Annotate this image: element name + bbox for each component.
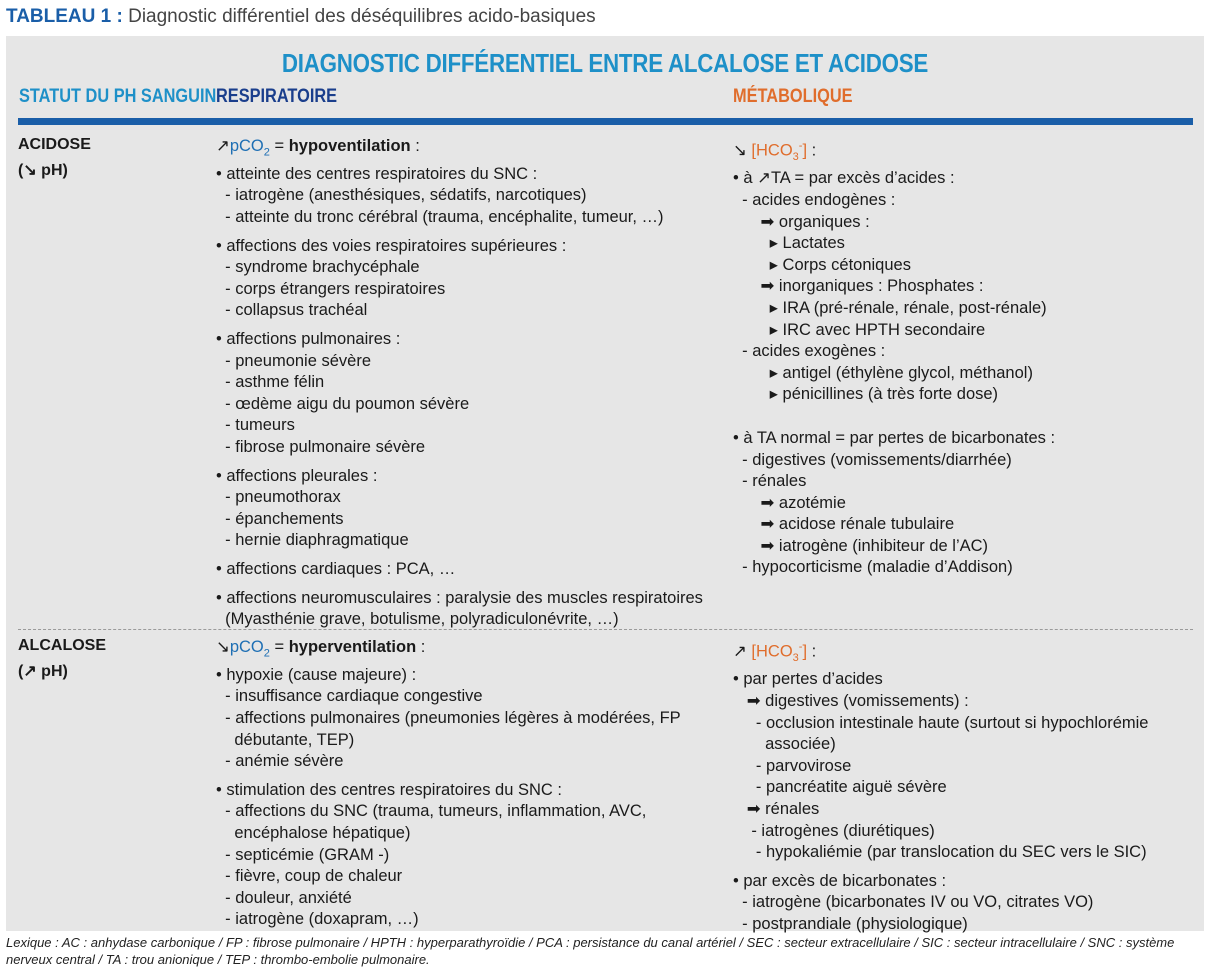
list-item: - syndrome brachycéphale: [216, 258, 420, 277]
list-item: ▸ antigel (éthylène glycol, méthanol): [733, 363, 1033, 382]
acidose-respiratory-cell: [216, 136, 703, 631]
status-acidose-label: ACIDOSE: [18, 136, 91, 153]
list-item: - affections du SNC (trauma, tumeurs, inflammation, AVC,: [216, 802, 647, 821]
equals-sign: =: [269, 638, 289, 656]
list-item: - atteinte du tronc cérébral (trauma, encéphalite, tumeur, …): [216, 208, 664, 227]
alcalose-meta-heading: [733, 637, 1148, 669]
list-item: - anémie sévère: [216, 752, 344, 771]
group-spacer: [216, 322, 703, 329]
list-item: ▸ pénicillines (à très forte dose): [733, 385, 999, 404]
list-item: - fièvre, coup de chaleur: [216, 867, 403, 886]
alcalose-respiratory-cell: [216, 637, 681, 931]
list-item: ➡ digestives (vomissements) :: [733, 691, 969, 710]
list-item: - pancréatite aiguë sévère: [733, 778, 947, 797]
table-panel: [6, 36, 1204, 931]
group-spacer: [216, 459, 703, 466]
hco3-subscript: 3: [792, 651, 799, 664]
acidose-resp-heading: [216, 136, 703, 164]
hco3-bracket: ]: [802, 642, 808, 661]
list-item: ➡ rénales: [733, 799, 820, 818]
group-spacer: [733, 864, 1148, 871]
up-arrow-icon: ↗: [216, 137, 230, 155]
pco2-subscript: 2: [263, 647, 270, 660]
list-item: - fibrose pulmonaire sévère: [216, 438, 426, 457]
group-spacer: [216, 552, 703, 559]
alcalose-metabolic-cell: [733, 637, 1148, 936]
list-item: • à ↗TA = par excès d’acides :: [733, 169, 955, 188]
list-item: ➡ inorganiques : Phosphates :: [733, 277, 984, 296]
list-item: • affections pulmonaires :: [216, 330, 401, 349]
list-item: - affections pulmonaires (pneumonies légères à modérées, FP: [216, 709, 681, 728]
table-title: DIAGNOSTIC DIFFÉRENTIEL ENTRE ALCALOSE ET ACIDOSE: [281, 48, 929, 78]
status-alcalose: [18, 633, 106, 685]
list-item: - collapsus trachéal: [216, 301, 368, 320]
list-item: • affections des voies respiratoires supérieures :: [216, 236, 567, 255]
list-item: • stimulation des centres respiratoires du SNC :: [216, 780, 563, 799]
list-item: - acides exogènes :: [733, 342, 886, 361]
acidose-metabolic-cell: [733, 136, 1055, 579]
header-metabolic: MÉTABOLIQUE: [733, 86, 853, 107]
equals-sign: =: [269, 137, 289, 155]
list-item: - œdème aigu du poumon sévère: [216, 394, 470, 413]
list-item: (Myasthénie grave, botulisme, polyradiculonévrite, …): [216, 610, 619, 629]
list-item: - insuffisance cardiaque congestive: [216, 687, 483, 706]
list-item: • atteinte des centres respiratoires du SNC :: [216, 164, 538, 183]
hyperventilation-label: hyperventilation: [288, 638, 417, 656]
list-item: - occlusion intestinale haute (surtout si hypochlorémie: [733, 713, 1149, 732]
group-spacer: [216, 581, 703, 588]
list-item: - hypokaliémie (par translocation du SEC vers le SIC): [733, 843, 1147, 862]
list-item: • par excès de bicarbonates :: [733, 871, 947, 890]
list-item: - pneumothorax: [216, 488, 341, 507]
caption-label: TABLEAU 1 :: [6, 6, 123, 27]
list-item: - pneumonie sévère: [216, 351, 372, 370]
pco2-label: pCO: [229, 638, 264, 656]
group-spacer: [216, 773, 681, 780]
list-item: - digestives (vomissements/diarrhée): [733, 450, 1012, 469]
list-item: ▸ Lactates: [733, 234, 845, 253]
list-item: ➡ organiques :: [733, 212, 870, 231]
glossary-footer: Lexique : AC : anhydase carbonique / FP : fibrose pulmonaire / HPTH : hyperparathyroïdie / PCA : persistance du canal artériel / SEC : secteur extracellulaire / SIC : secteur intracellulaire / SNC : système nerveux central / TA : trou anionique / TEP : thrombo-embolie pulmonaire.: [6, 935, 1175, 967]
acidose-meta-heading: [733, 136, 1055, 168]
list-item: • affections cardiaques : PCA, …: [216, 559, 456, 578]
list-item: • hypoxie (cause majeure) :: [216, 665, 417, 684]
hco3-subscript: 3: [792, 150, 799, 163]
list-item: ➡ iatrogène (inhibiteur de l’AC): [733, 536, 989, 555]
list-item: ▸ Corps cétoniques: [733, 255, 911, 274]
up-arrow-icon: ↗: [733, 642, 747, 661]
heading-colon: :: [807, 642, 817, 661]
header-respiratory: RESPIRATOIRE: [216, 86, 338, 107]
hco3-superscript: -: [798, 641, 803, 653]
list-item: - postprandiale (physiologique): [733, 914, 968, 933]
list-item: • affections pleurales :: [216, 466, 378, 485]
heading-colon: :: [416, 638, 426, 656]
list-item: - septicémie (GRAM -): [216, 845, 390, 864]
group-spacer: [733, 406, 1055, 428]
list-item: - acides endogènes :: [733, 190, 896, 209]
table-caption: [6, 6, 596, 28]
list-item: • affections neuromusculaires : paralysie des muscles respiratoires: [216, 588, 703, 607]
hco3-label: [HCO: [751, 141, 793, 160]
status-alcalose-ph: (↗ pH): [18, 663, 68, 680]
list-item: ➡ acidose rénale tubulaire: [733, 515, 955, 534]
status-acidose-ph: (↘ pH): [18, 162, 68, 179]
pco2-subscript: 2: [263, 146, 270, 159]
list-item: - iatrogène (anesthésiques, sédatifs, narcotiques): [216, 186, 587, 205]
list-item: débutante, TEP): [216, 730, 355, 749]
hypoventilation-label: hypoventilation: [288, 137, 411, 155]
list-item: - iatrogène (doxapram, …): [216, 910, 419, 929]
status-alcalose-label: ALCALOSE: [18, 637, 106, 654]
list-item: - rénales: [733, 472, 807, 491]
group-spacer: [216, 229, 703, 236]
list-item: - iatrogène (bicarbonates IV ou VO, citrates VO): [733, 893, 1094, 912]
list-item: - douleur, anxiété: [216, 888, 352, 907]
pco2-label: pCO: [229, 137, 264, 155]
hco3-label: [HCO: [751, 642, 793, 661]
header-status: STATUT DU PH SANGUIN: [19, 86, 217, 107]
list-item: - hernie diaphragmatique: [216, 531, 409, 550]
list-item: - hypocorticisme (maladie d’Addison): [733, 558, 1013, 577]
hco3-superscript: -: [798, 140, 803, 152]
alcalose-resp-heading: [216, 637, 681, 665]
heading-colon: :: [807, 141, 817, 160]
header-divider: [18, 118, 1193, 125]
list-item: • à TA normal = par pertes de bicarbonates :: [733, 428, 1056, 447]
list-item: encéphalose hépatique): [216, 824, 411, 843]
list-item: ▸ IRC avec HPTH secondaire: [733, 320, 986, 339]
hco3-bracket: ]: [802, 141, 808, 160]
list-item: - iatrogènes (diurétiques): [733, 821, 935, 840]
list-item: - asthme félin: [216, 373, 325, 392]
down-arrow-icon: ↘: [733, 141, 747, 160]
down-arrow-icon: ↘: [216, 638, 230, 656]
list-item: - épanchements: [216, 509, 344, 528]
list-item: • par pertes d’acides: [733, 670, 883, 689]
list-item: - parvovirose: [733, 756, 852, 775]
row-divider: [18, 629, 1193, 630]
list-item: ▸ IRA (pré-rénale, rénale, post-rénale): [733, 298, 1047, 317]
list-item: - corps étrangers respiratoires: [216, 279, 446, 298]
list-item: associée): [733, 735, 836, 754]
heading-colon: :: [410, 137, 420, 155]
status-acidose: [18, 132, 91, 184]
list-item: ➡ azotémie: [733, 493, 846, 512]
list-item: - tumeurs: [216, 416, 295, 435]
caption-text: Diagnostic différentiel des déséquilibres acido-basiques: [128, 6, 596, 27]
